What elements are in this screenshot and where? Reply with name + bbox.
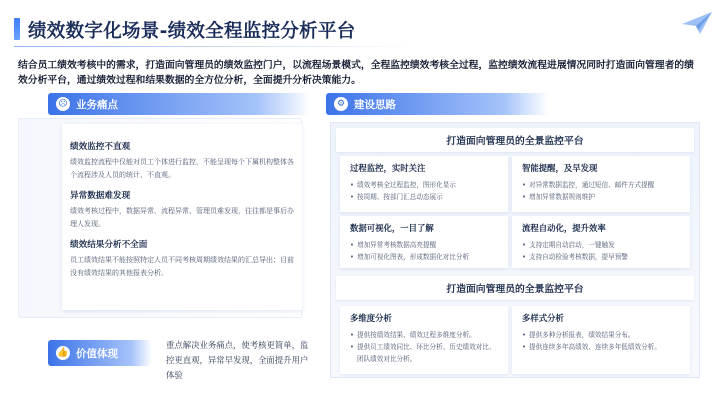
pain-item-title: 异常数据难发现 xyxy=(70,191,131,201)
value-heading xyxy=(48,340,152,366)
pain-item xyxy=(70,140,294,182)
feature-box-title: 智能提醒，及早发现 xyxy=(522,163,598,173)
pain-item-title: 绩效监控不直观 xyxy=(70,142,131,152)
pain-item-desc: 绩效考核过程中，数据异常、流程异常、管理员难发现，往往都是事后办理人发现。 xyxy=(70,207,294,228)
feature-item: • 增加异常数据规则维护 xyxy=(522,191,680,203)
feature-item: • 提供员工绩效同比、环比分析、历史绩效对比、团队绩效对比分析。 xyxy=(350,341,498,365)
pain-item xyxy=(70,189,294,231)
feature-box-title: 多样式分析 xyxy=(522,313,564,323)
intro-text: 结合员工绩效考核中的需求，打造面向管理员的绩效监控门户，以流程场景模式，全程监控绩效考核全过程，监控绩效流程进展情况同时打造面向管理者的绩效分析平台，通过绩效过程和结果数据的全方位分析，全面提升分析决策能力。 xyxy=(18,60,694,86)
feature-item: • 对异常数据监控，通过短信、邮件方式提醒 xyxy=(522,179,680,191)
pain-item-desc: 绩效监控流程中仅能对员工个体进行监控，不能呈现每个下属机构整体各个流程涉及人员的统计、不直观。 xyxy=(70,158,294,179)
feature-item: • 支持自动检验考核数据，提早预警 xyxy=(522,251,680,263)
platform-1-title: 打造面向管理员的全景监控平台 xyxy=(336,128,694,152)
feature-box-title: 数据可视化，一目了解 xyxy=(350,223,434,233)
page-title: 绩效数字化场景-绩效全程监控分析平台 xyxy=(28,21,356,42)
sad-face-icon: ☹ xyxy=(56,97,70,111)
feature-box xyxy=(340,306,508,374)
feature-box xyxy=(340,216,508,268)
pain-item-title: 绩效结果分析不全面 xyxy=(70,240,148,250)
feature-box xyxy=(512,216,690,268)
build-heading-label: 建设思路 xyxy=(354,98,396,111)
feature-item: • 增加可视化图表，形成数据化对比分析 xyxy=(350,251,498,263)
title-accent-bar xyxy=(14,18,20,40)
pain-points-heading xyxy=(48,93,310,115)
title-underline xyxy=(14,46,414,47)
feature-item: • 提供连续多年高绩效、连续多年低绩效分析。 xyxy=(522,341,680,353)
pain-points-card xyxy=(62,124,302,310)
gear-icon: ⚙ xyxy=(334,97,348,111)
feature-box xyxy=(512,156,690,212)
value-text: 重点解决业务痛点，使考核更简单，监控更直观，异常早发现，全面提升用户体验 xyxy=(166,340,309,380)
feature-item: • 绩效考核全过程监控，图形化显示 xyxy=(350,179,498,191)
feature-box-title: 过程监控，实时关注 xyxy=(350,163,426,173)
feature-box xyxy=(340,156,508,212)
pain-points-heading-label: 业务痛点 xyxy=(76,98,118,111)
feature-box-title: 流程自动化，提升效率 xyxy=(522,223,606,233)
feature-item: • 按周期、按部门汇总动态展示 xyxy=(350,191,498,203)
pain-item xyxy=(70,238,294,280)
feature-item: • 增加异常考核数据高亮提醒 xyxy=(350,239,498,251)
feature-item: • 提供多种分析报表，绩效结果分布。 xyxy=(522,329,680,341)
paper-plane-icon xyxy=(682,12,712,34)
value-heading-label: 价值体现 xyxy=(76,347,118,360)
feature-item: • 支持定期自动启动，一键触发 xyxy=(522,239,680,251)
feature-item: • 提供按绩效结果、绩效过程多维度分析。 xyxy=(350,329,498,341)
thumbs-up-icon: 👍 xyxy=(57,348,69,358)
platform-2-title: 打造面向管理员的全景监控平台 xyxy=(336,276,694,300)
feature-box-title: 多维度分析 xyxy=(350,313,392,323)
feature-box xyxy=(512,306,690,374)
pain-item-desc: 员工绩效结果不能按照特定人员不同考核周期绩效结果的汇总导出；目前没有绩效结果的其他报表分析。 xyxy=(70,256,294,277)
title-area xyxy=(0,6,720,46)
build-heading xyxy=(326,93,548,115)
